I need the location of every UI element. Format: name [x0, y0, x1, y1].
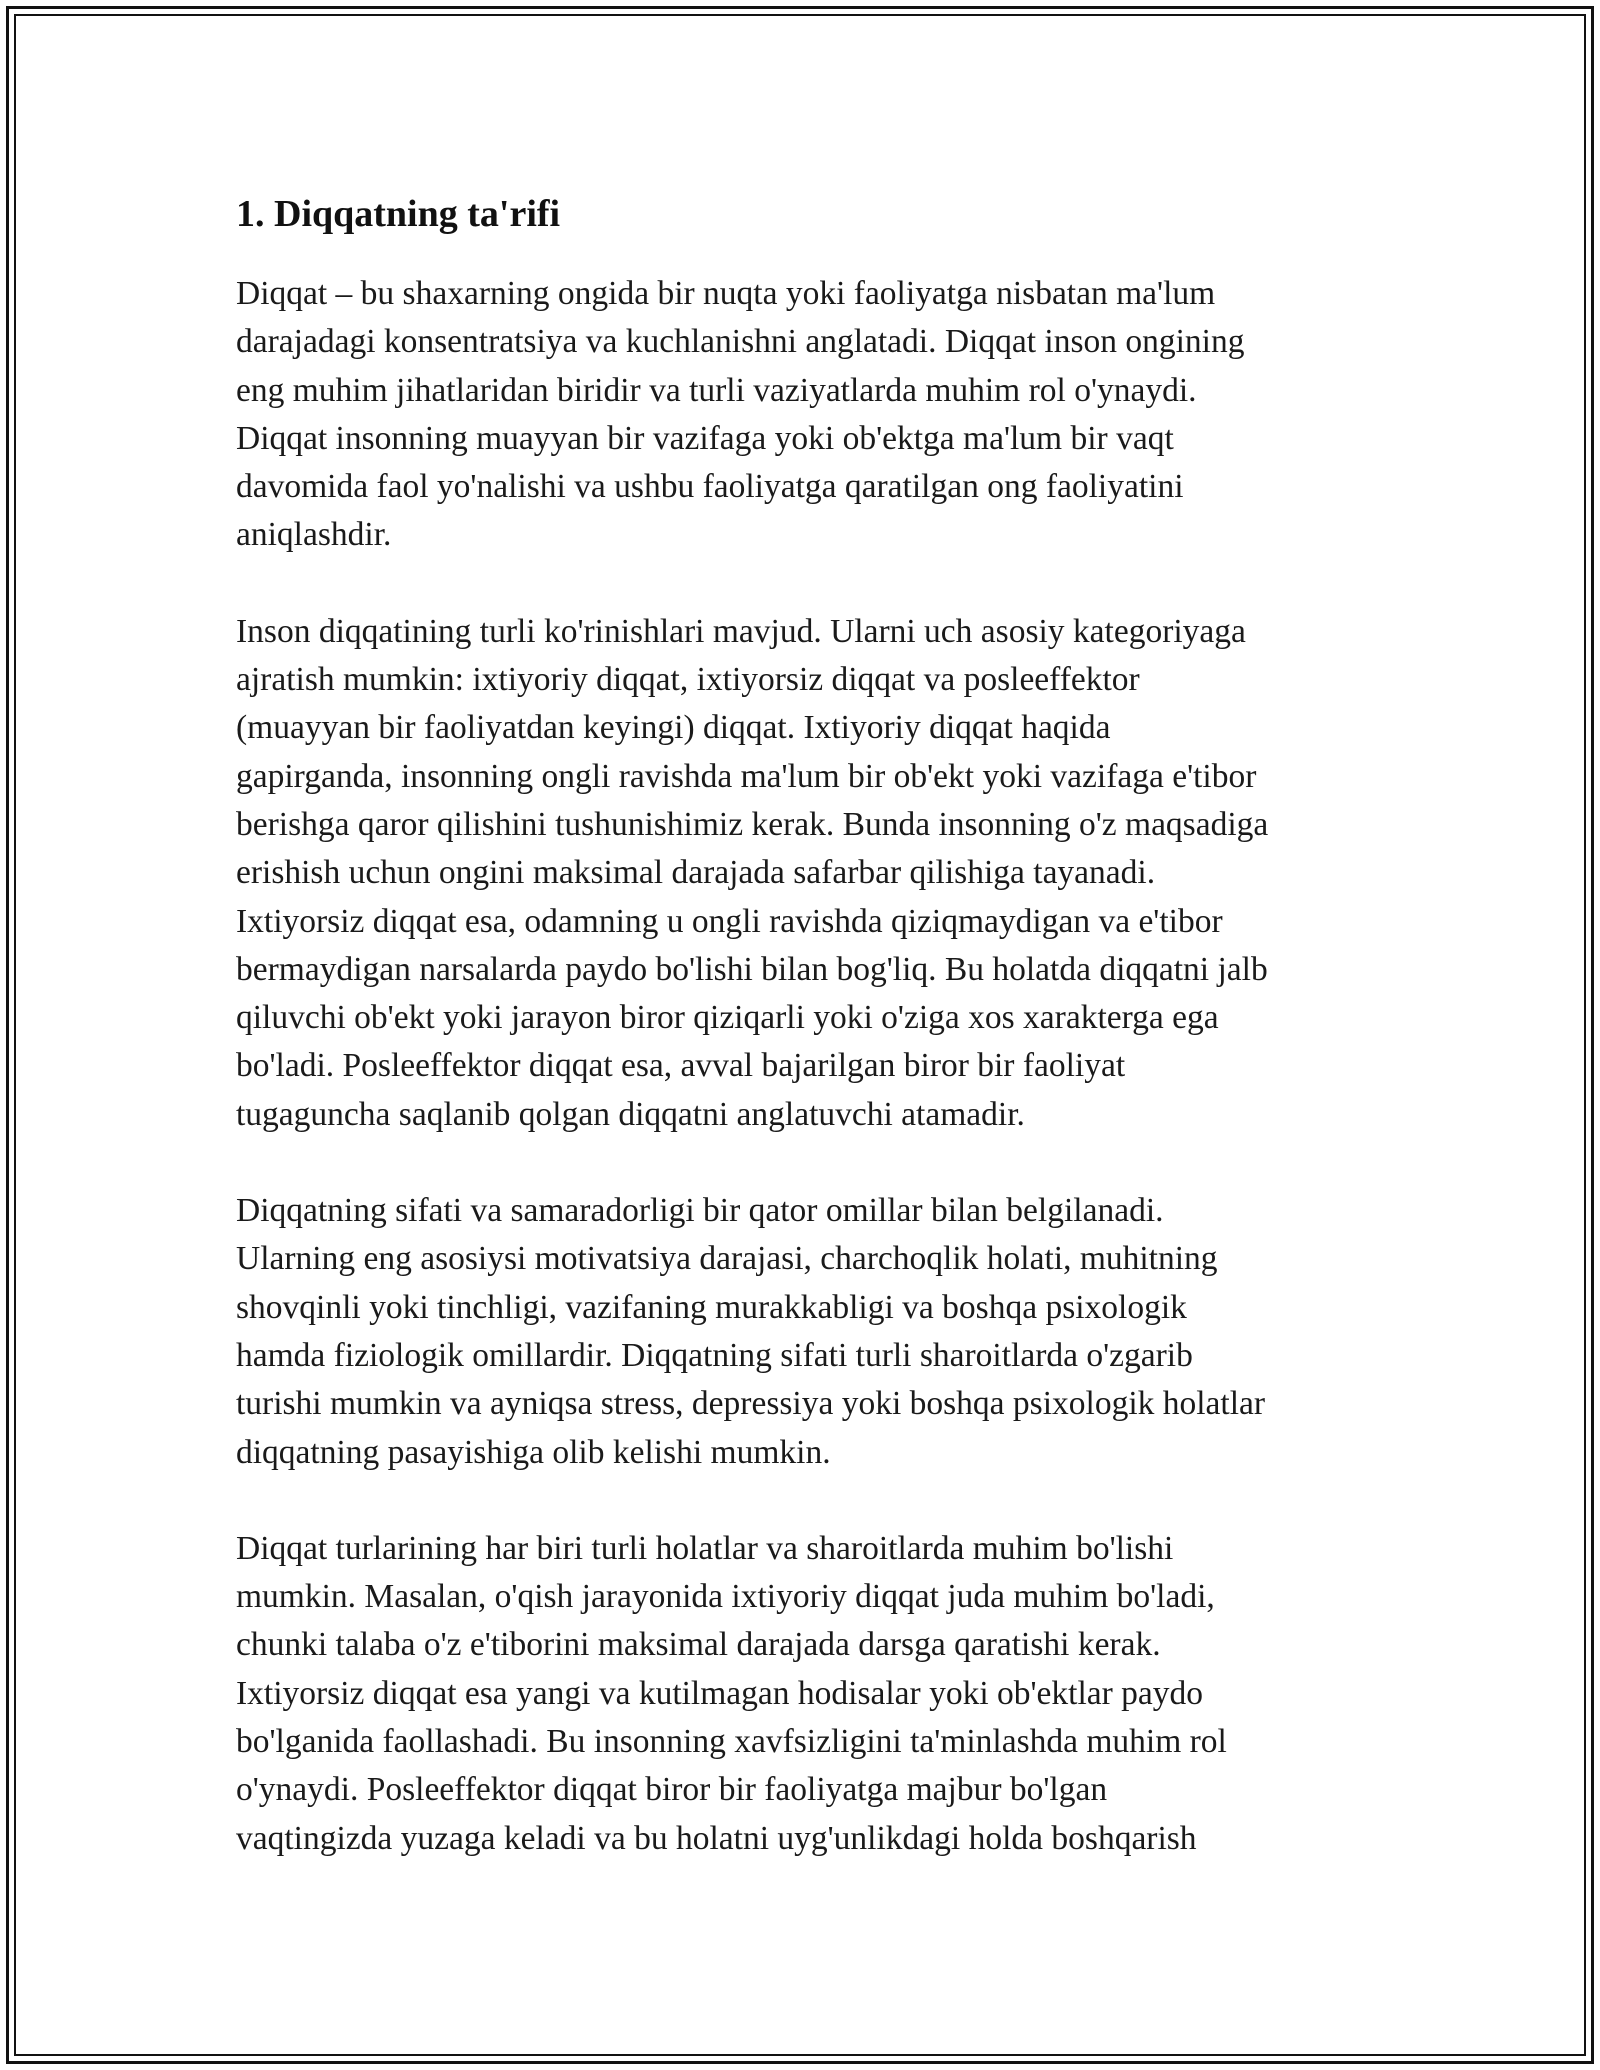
text-line: vaqtingizda yuzaga keladi va bu holatni uyg'unlikdagi holda boshqarish	[236, 1819, 1197, 1857]
paragraph-quality-factors	[236, 1187, 1376, 1477]
paragraph-types	[236, 608, 1376, 1139]
text-line: Diqqatning sifati va samaradorligi bir qator omillar bilan belgilanadi.	[236, 1192, 1164, 1230]
paragraph-definition	[236, 270, 1376, 560]
text-line: qiluvchi ob'ekt yoki jarayon biror qiziqarli yoki o'ziga xos xarakterga ega	[236, 999, 1219, 1037]
text-line: gapirganda, insonning ongli ravishda ma'lum bir ob'ekt yoki vazifaga e'tibor	[236, 757, 1257, 795]
text-line: erishish uchun ongini maksimal darajada safarbar qilishiga tayanadi.	[236, 854, 1156, 892]
text-line: hamda fiziologik omillardir. Diqqatning sifati turli sharoitlarda o'zgarib	[236, 1336, 1193, 1374]
section-heading: 1. Diqqatning ta'rifi	[236, 193, 561, 235]
text-line: Diqqat – bu shaxarning ongida bir nuqta yoki faoliyatga nisbatan ma'lum	[236, 275, 1216, 312]
text-line: ajratish mumkin: ixtiyoriy diqqat, ixtiyorsiz diqqat va posleeffektor	[236, 661, 1140, 699]
text-line: Diqqat turlarining har biri turli holatlar va sharoitlarda muhim bo'lishi	[236, 1529, 1174, 1567]
text-line: shovqinli yoki tinchligi, vazifaning murakkabligi va boshqa psixologik	[236, 1288, 1187, 1326]
text-line: Ixtiyorsiz diqqat esa yangi va kutilmagan hodisalar yoki ob'ektlar paydo	[236, 1674, 1204, 1712]
text-line: darajadagi konsentratsiya va kuchlanishni anglatadi. Diqqat inson ongining	[236, 323, 1245, 361]
text-line: chunki talaba o'z e'tiborini maksimal darajada darsga qaratishi kerak.	[236, 1626, 1161, 1664]
text-line: Ularning eng asosiysi motivatsiya darajasi, charchoqlik holati, muhitning	[236, 1240, 1218, 1278]
document-body	[236, 188, 1376, 1911]
text-line: tugaguncha saqlanib qolgan diqqatni anglatuvchi atamadir.	[236, 1095, 1025, 1133]
text-line: diqqatning pasayishiga olib kelishi mumkin.	[236, 1433, 831, 1471]
text-line: bermaydigan narsalarda paydo bo'lishi bilan bog'liq. Bu holatda diqqatni jalb	[236, 950, 1268, 988]
text-line: Diqqat insonning muayyan bir vazifaga yoki ob'ektga ma'lum bir vaqt	[236, 419, 1174, 457]
text-line: mumkin. Masalan, o'qish jarayonida ixtiyoriy diqqat juda muhim bo'ladi,	[236, 1578, 1215, 1616]
text-line: Inson diqqatining turli ko'rinishlari mavjud. Ularni uch asosiy kategoriyaga	[236, 612, 1246, 650]
text-line: bo'ladi. Posleeffektor diqqat esa, avval bajarilgan biror bir faoliyat	[236, 1047, 1126, 1085]
text-line: bo'lganida faollashadi. Bu insonning xavfsizligini ta'minlashda muhim rol	[236, 1723, 1227, 1761]
text-line: davomida faol yo'nalishi va ushbu faoliyatga qaratilgan ong faoliyatini	[236, 468, 1184, 506]
text-line: o'ynaydi. Posleeffektor diqqat biror bir faoliyatga majbur bo'lgan	[236, 1771, 1108, 1809]
text-line: berishga qaror qilishini tushunishimiz kerak. Bunda insonning o'z maqsadiga	[236, 805, 1269, 843]
text-line: aniqlashdir.	[236, 516, 392, 554]
text-line: Ixtiyorsiz diqqat esa, odamning u ongli ravishda qiziqmaydigan va e'tibor	[236, 902, 1223, 940]
paragraph-situations	[236, 1525, 1376, 1863]
text-line: eng muhim jihatlaridan biridir va turli vaziyatlarda muhim rol o'ynaydi.	[236, 371, 1197, 409]
text-line: turishi mumkin va ayniqsa stress, depressiya yoki boshqa psixologik holatlar	[236, 1385, 1266, 1423]
text-line: (muayyan bir faoliyatdan keyingi) diqqat. Ixtiyoriy diqqat haqida	[236, 709, 1111, 747]
